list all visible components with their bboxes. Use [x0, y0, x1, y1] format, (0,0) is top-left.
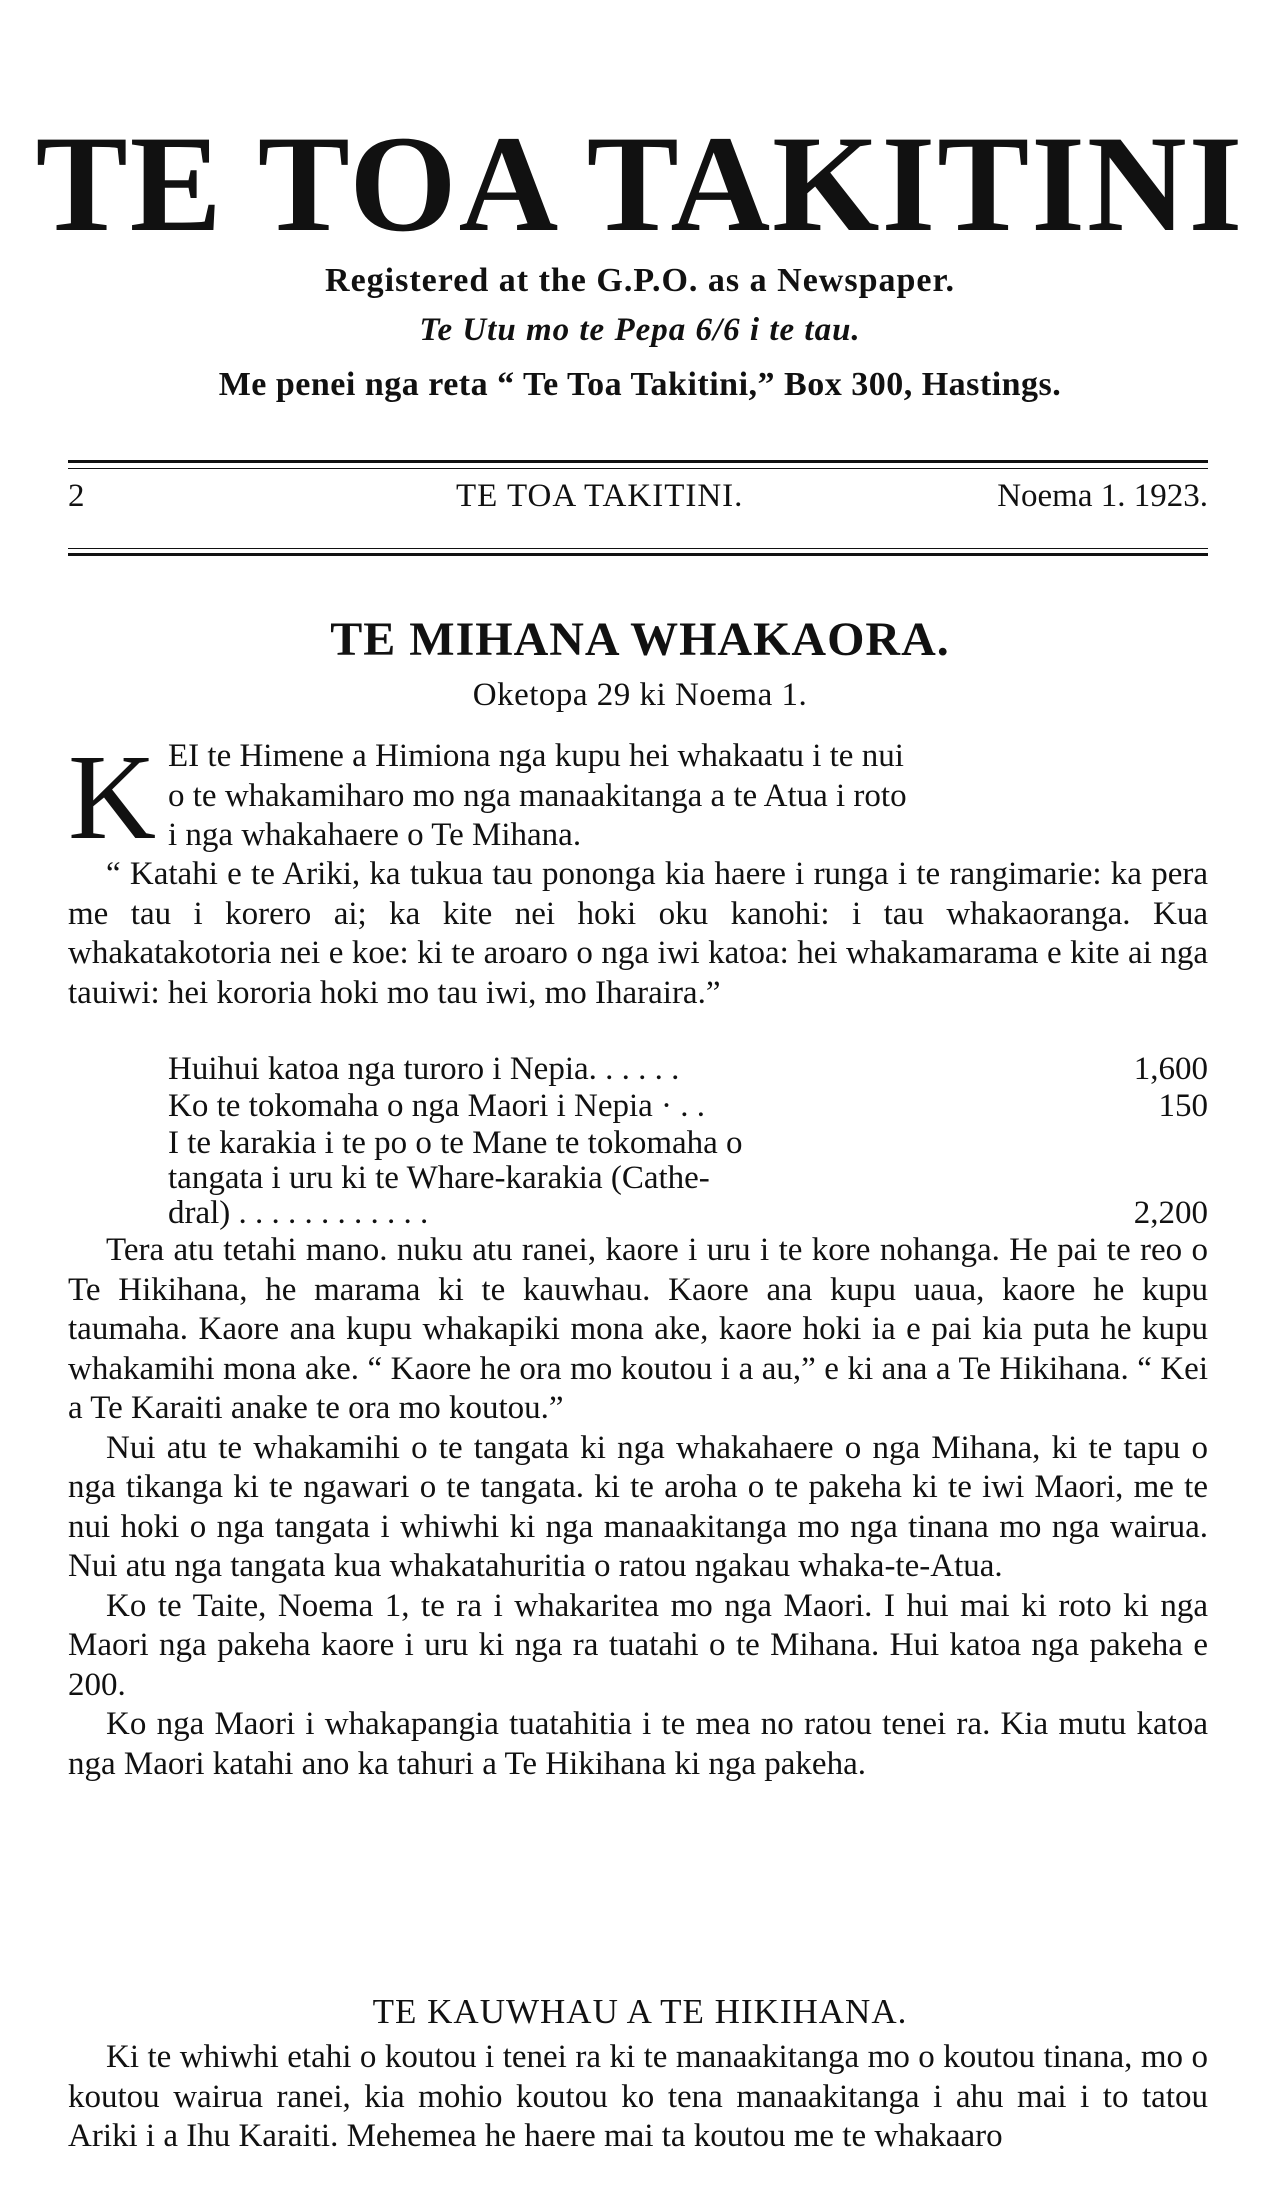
article-intro — [68, 730, 1208, 865]
stat-label: I te karakia i te po o te Mane te tokomaha o — [168, 1125, 743, 1161]
paragraph: Tera atu tetahi mano. nuku atu ranei, kaore i uru i te kore nohanga. He pai te reo o Te Hikihana, he marama ki te kauwhau. Kaore ana kupu uaua, kaore he kupu taumaha. Kaore ana kupu whakapiki mona ake, kaore hoki ia e pai kia puta he kupu whakamihi mona ake. “ Kaore he ora mo koutou i a au,” e ki ana a Te Hikihana. “ Kei a Te Karaiti anake te ora mo koutou.” — [68, 1232, 1208, 1426]
sermon-title: TE KAUWHAU A TE HIKIHANA. — [372, 1992, 908, 2031]
bottom-rule-thick — [68, 553, 1208, 556]
article-title: TE MIHANA WHAKAORA. — [330, 613, 950, 666]
intro-line: EI te Himene a Himiona nga kupu hei whakaatu i te nui — [168, 738, 904, 774]
stat-label: Huihui katoa nga turoro i Nepia. . . . . . — [168, 1051, 680, 1087]
top-rule-thick — [68, 460, 1208, 463]
paper-name: TE TOA TAKITINI. — [456, 478, 744, 514]
postal-address: Me penei nga reta “ Te Toa Takitini,” Box 300, Hastings. — [218, 366, 1062, 403]
paragraph: Ko nga Maori i whakapangia tuatahitia i te mea no ratou tenei ra. Kia mutu katoa nga Maori katahi ano ka tahuri a Te Hikihana ki nga pakeha. — [68, 1706, 1208, 1782]
article-body — [68, 1231, 1208, 1784]
paragraph: Ko te Taite, Noema 1, te ra i whakaritea mo nga Maori. I hui mai ki roto ki nga Maori nga pakeha kaore i uru ki nga ra tuatahi o te Mihana. Hui katoa nga pakeha e 200. — [68, 1587, 1208, 1703]
sermon-body — [68, 2038, 1208, 2157]
scripture-quote: “ Katahi e te Ariki, ka tukua tau pononga kia haere i runga i te rangimarie: ka pera me tau i korero ai; ka kite nei hoki oku kanohi: i tau whakaoranga. Kua whakatakotoria nei e koe: ki te aroaro o nga iwi katoa: hei whakamarama e kite ai nga tauiwi: hei kororia hoki mo tau iwi, mo Iharaira.” — [68, 856, 1208, 1011]
stat-label: dral) . . . . . . . . . . . . — [168, 1195, 429, 1231]
stat-label: Ko te tokomaha o nga Maori i Nepia · . . — [168, 1088, 706, 1124]
paragraph: Ki te whiwhi etahi o koutou i tenei ra ki te manaakitanga mo o koutou tinana, mo o koutou wairua ranei, kia mohio koutou ko tena manaakitanga i ahu mai i to tatou Ariki i a Ihu Karaiti. Mehemea he haere mai ta koutou me te whakaaro — [68, 2039, 1208, 2154]
intro-line: o te whakamiharo mo nga manaakitanga a te Atua i roto — [168, 777, 907, 814]
bottom-rule-thin — [68, 548, 1208, 549]
stat-value: 150 — [1158, 1088, 1208, 1124]
top-rule-thin — [68, 468, 1208, 469]
masthead-title: TE TOA TAKITINI — [35, 107, 1245, 260]
issue-date: Noema 1. 1923. — [997, 478, 1208, 514]
drop-cap: K — [68, 730, 157, 865]
stat-label: tangata i uru ki te Whare-karakia (Cathe- — [168, 1160, 710, 1196]
intro-line: i nga whakahaere o Te Mihana. — [168, 817, 582, 853]
article-dateline: Oketopa 29 ki Noema 1. — [472, 677, 808, 713]
stat-value: 2,200 — [1133, 1195, 1208, 1231]
registration-notice: Registered at the G.P.O. as a Newspaper. — [325, 262, 955, 299]
running-head — [68, 478, 1208, 524]
quote-block — [68, 855, 1208, 1013]
subscription-price: Te Utu mo te Pepa 6/6 i te tau. — [419, 312, 861, 348]
page-number: 2 — [68, 478, 85, 514]
paragraph: Nui atu te whakamihi o te tangata ki nga whakahaere o nga Mihana, ki te tapu o nga tikanga ki te ngawari o te tangata. ki te aroha o te pakeha ki te iwi Maori, me te nui hoki o nga tangata i whiwhi ki nga manaakitanga mo nga tinana mo nga wairua. Nui atu nga tangata kua whakatahuritia o ratou ngakau whaka-te-Atua. — [68, 1429, 1208, 1584]
stat-value: 1,600 — [1133, 1051, 1208, 1087]
